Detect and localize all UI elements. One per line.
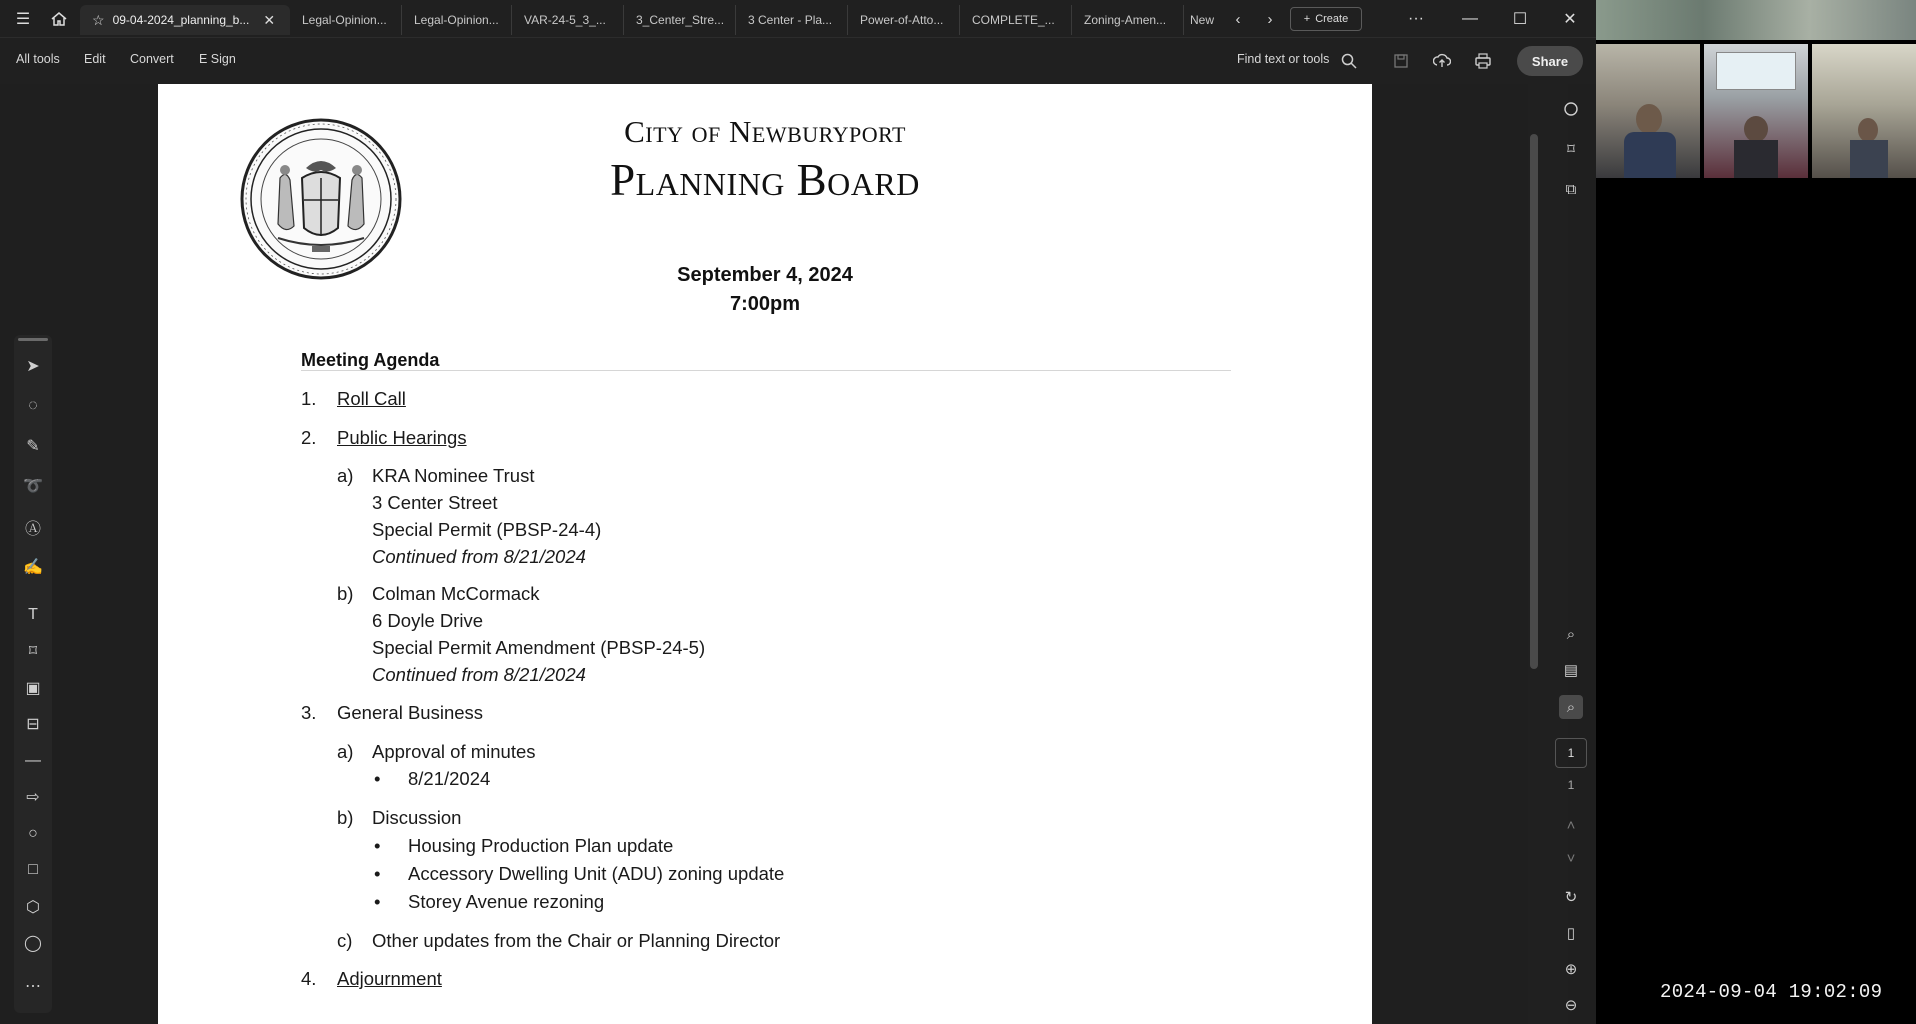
panel-grip[interactable] (18, 338, 48, 341)
tab-label: Legal-Opinion... (302, 13, 387, 27)
document-tabs (80, 4, 1220, 36)
select-cursor-icon[interactable]: ➤ (26, 358, 40, 375)
zoom-marquee-icon[interactable]: ⌕ (1559, 695, 1583, 719)
hearing-applicant: Colman McCormack (372, 583, 540, 604)
page-number-input[interactable]: 1 (1555, 738, 1587, 768)
window-close-icon[interactable]: ✕ (1563, 11, 1577, 28)
export-icon[interactable]: ▤ (1563, 662, 1579, 679)
menu-icon[interactable]: ☰ (15, 11, 31, 28)
vertical-scrollbar[interactable] (1530, 134, 1538, 669)
item-number: 1. (301, 388, 317, 409)
find-in-page-icon[interactable]: ⌕ (1566, 625, 1576, 643)
chevron-left-icon[interactable]: ‹ (1235, 10, 1241, 28)
bullet: • (374, 863, 381, 884)
agenda-item-general-business: General Business (337, 702, 484, 723)
tab-label: COMPLETE_... (972, 13, 1055, 27)
tab-document[interactable] (848, 5, 960, 35)
tab-document[interactable] (624, 5, 736, 35)
lasso-draw-icon[interactable]: ➰ (23, 478, 43, 495)
hearing-address: 6 Doyle Drive (372, 610, 484, 631)
sub-item-letter: b) (337, 583, 354, 604)
close-icon[interactable]: ✕ (263, 11, 276, 28)
create-button[interactable] (1290, 7, 1362, 31)
bullet: • (374, 891, 381, 912)
star-icon[interactable]: ☆ (92, 11, 105, 28)
oval-icon[interactable]: ○ (28, 825, 38, 842)
sub-item-letter: a) (337, 741, 354, 762)
bullet: • (374, 835, 381, 856)
pages-icon[interactable]: ⧉ (1565, 180, 1577, 198)
search-icon[interactable] (1336, 48, 1362, 74)
tab-document[interactable] (1072, 5, 1184, 35)
rectangle-icon[interactable]: □ (28, 861, 38, 878)
discussion-heading: Discussion (372, 807, 462, 828)
tab-label: 09-04-2024_planning_b... (112, 13, 250, 27)
line-icon[interactable]: — (25, 752, 41, 769)
more-icon[interactable]: ··· (1408, 10, 1424, 27)
more-tools-icon[interactable]: ⋯ (25, 978, 41, 995)
menu-all-tools[interactable]: All tools (16, 52, 60, 66)
agenda-item-roll-call: Roll Call (337, 388, 406, 409)
text-box-icon[interactable]: Ⓐ (24, 520, 41, 538)
hearing-permit: Special Permit (PBSP-24-4) (372, 519, 602, 540)
tab-document[interactable] (960, 5, 1072, 35)
tab-label: Power-of-Atto... (860, 13, 944, 27)
discussion-topic: Accessory Dwelling Unit (ADU) zoning update (408, 863, 785, 884)
approval-of-minutes: Approval of minutes (372, 741, 536, 762)
recording-timestamp: 2024-09-04 19:02:09 (1660, 981, 1883, 1003)
item-number: 3. (301, 702, 317, 723)
arrow-icon[interactable]: ⇨ (26, 789, 40, 806)
polygon-icon[interactable]: ⬡ (26, 899, 40, 916)
bookmarks-icon[interactable]: ⌑ (1567, 141, 1575, 158)
add-text-icon[interactable]: T (28, 606, 38, 623)
menu-e-sign[interactable]: E Sign (199, 52, 236, 66)
tab-document[interactable] (402, 5, 512, 35)
zoom-in-icon[interactable]: ⊕ (1564, 961, 1578, 978)
tab-document[interactable] (1184, 5, 1220, 35)
video-tile-projector (1704, 44, 1808, 178)
bullet: • (374, 768, 381, 789)
other-updates: Other updates from the Chair or Planning Director (372, 930, 781, 951)
chevron-down-icon[interactable]: ˅ (1566, 849, 1576, 867)
tab-document[interactable] (290, 5, 402, 35)
hearing-applicant: KRA Nominee Trust (372, 465, 535, 486)
page-total: 1 (1567, 778, 1575, 792)
tab-label: VAR-24-5_3_... (524, 13, 606, 27)
stamp-icon[interactable]: ▣ (25, 680, 41, 697)
hearing-continued-note: Continued from 8/21/2024 (372, 546, 586, 567)
video-tile-participant (1812, 44, 1916, 178)
item-number: 2. (301, 427, 317, 448)
item-number: 4. (301, 968, 317, 989)
tab-label: Legal-Opinion... (414, 13, 499, 27)
maximize-icon[interactable]: ☐ (1512, 11, 1528, 28)
fill-sign-icon[interactable]: ✍ (23, 559, 43, 576)
pdf-page (158, 84, 1372, 1024)
tab-active-document[interactable] (80, 5, 290, 35)
city-name-heading: City of Newburyport (624, 114, 906, 149)
hearing-address: 3 Center Street (372, 492, 498, 513)
save-icon[interactable] (1388, 48, 1414, 74)
menu-convert[interactable]: Convert (130, 52, 174, 66)
agenda-title: Meeting Agenda (301, 350, 440, 370)
menu-edit[interactable]: Edit (84, 52, 106, 66)
video-conference-panel (1596, 0, 1916, 1024)
board-name-heading: Planning Board (610, 155, 920, 205)
upload-icon[interactable] (1429, 48, 1455, 74)
highlight-pen-icon[interactable]: ✎ (26, 438, 40, 455)
hearing-permit: Special Permit Amendment (PBSP-24-5) (372, 637, 706, 658)
tab-document[interactable] (512, 5, 624, 35)
create-label: Create (1315, 13, 1349, 25)
sub-item-letter: c) (337, 930, 353, 951)
tab-label: Zoning-Amen... (1084, 13, 1167, 27)
video-tile-room-wide (1596, 0, 1916, 40)
tab-label: 3_Center_Stre... (636, 13, 725, 27)
minutes-date: 8/21/2024 (408, 768, 491, 789)
agenda-item-public-hearings: Public Hearings (337, 427, 467, 448)
bookmark-icon[interactable]: ⌑ (28, 643, 38, 660)
sub-item-letter: b) (337, 807, 354, 828)
sub-item-letter: a) (337, 465, 354, 486)
add-comment-icon[interactable]: ◌ (28, 397, 38, 414)
cloud-shape-icon[interactable]: ◯ (24, 935, 42, 952)
insert-icon[interactable]: ⊟ (26, 716, 40, 733)
find-text-or-tools[interactable]: Find text or tools (1237, 52, 1330, 66)
plus-icon: + (1303, 13, 1311, 25)
agenda-divider (301, 370, 1231, 371)
discussion-topic: Storey Avenue rezoning (408, 891, 605, 912)
hearing-continued-note: Continued from 8/21/2024 (372, 664, 586, 685)
zoom-out-icon[interactable]: ⊖ (1564, 997, 1578, 1014)
tab-document[interactable] (736, 5, 848, 35)
print-icon[interactable] (1470, 48, 1496, 74)
meeting-date: September 4, 2024 (677, 264, 853, 286)
page-fit-icon[interactable]: ▯ (1566, 925, 1576, 942)
discussion-topic: Housing Production Plan update (408, 835, 674, 856)
rotate-icon[interactable]: ↻ (1564, 889, 1578, 906)
chevron-right-icon[interactable]: › (1267, 10, 1273, 28)
video-tile-participant (1596, 44, 1700, 178)
comment-icon[interactable] (1559, 97, 1583, 121)
left-tools-panel (14, 335, 52, 1013)
meeting-time: 7:00pm (729, 293, 801, 315)
share-button[interactable]: Share (1517, 46, 1583, 76)
agenda-item-adjournment: Adjournment (337, 968, 442, 989)
tab-bar (0, 0, 1596, 38)
tab-label: New (1190, 13, 1215, 27)
main-toolbar (0, 38, 1596, 84)
tab-label: 3 Center - Pla... (748, 13, 833, 27)
chevron-up-icon[interactable]: ˄ (1566, 816, 1576, 834)
minimize-icon[interactable]: — (1462, 10, 1478, 27)
home-icon[interactable] (48, 8, 70, 30)
